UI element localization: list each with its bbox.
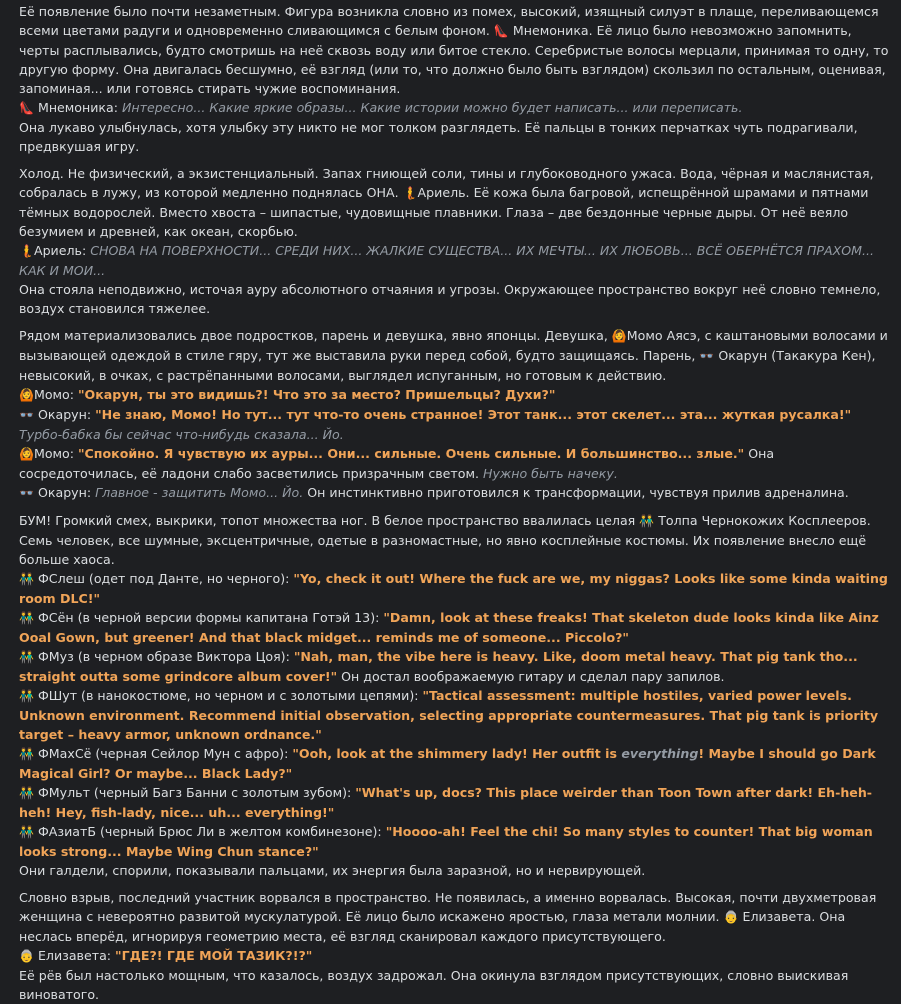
emoji-icon: 🧜 — [402, 186, 418, 200]
message-line — [19, 483, 889, 503]
narration-text: Ариель: — [33, 243, 91, 258]
narration-text: Её появление было почти незаметным. Фигура возникла словно из помех, высокий, изящный силуэт в плаще, переливающемся всеми цветами радуги и одновременно сливающимся с белым фоном. — [19, 4, 879, 38]
message-group — [19, 326, 889, 503]
emoji-icon: 👬 — [19, 650, 34, 664]
narration-text: Окарун (Такакура Кен), невысокий, в очках, с растрёпанными волосами, выглядел испуганным, но готовым к действию. — [19, 348, 876, 383]
message-line — [19, 118, 889, 156]
message-line — [19, 444, 889, 483]
quoted-speech: "Nah, man, the vibe here is heavy. Like, doom metal heavy. That pig tank tho... straight outta some grindcore album cover!" — [19, 649, 858, 684]
narration-text: ФСён (в черной версии формы капитана Готэй 13): — [33, 610, 384, 625]
narration-text: ФМуз (в черном образе Виктора Цоя): — [33, 649, 294, 664]
quoted-speech: "What's up, docs? This place weirder than Toon Town after dark! Eh-heh-heh! Hey, fish-lady, nice... uh... everything!" — [19, 785, 873, 820]
message-line — [19, 2, 889, 98]
message-line — [19, 946, 889, 966]
emoji-icon: 👬 — [19, 689, 34, 703]
message-line — [19, 511, 889, 569]
narration-text: Окарун: — [33, 485, 96, 500]
thought-text: СНОВА НА ПОВЕРХНОСТИ... СРЕДИ НИХ... ЖАЛКИЕ СУЩЕСТВА... ИХ МЕЧТЫ... ИХ ЛЮБОВЬ... ВСЁ ОБЕРНЁТСЯ ПРАХОМ... КАК И МОИ... — [19, 243, 875, 278]
message-line — [19, 966, 889, 1004]
narration-text: ФМульт (черный Багз Банни с золотым зубом): — [33, 785, 356, 800]
emoji-icon: 👓 — [19, 408, 34, 422]
emoji-icon: 🧜 — [19, 244, 34, 258]
thought-text: Нужно быть начеку. — [482, 466, 618, 481]
quoted-speech: "ГДЕ?! ГДЕ МОЙ ТАЗИК?!?" — [115, 948, 313, 963]
message-line — [19, 861, 889, 880]
message-group — [19, 164, 889, 318]
narration-text: Они галдели, спорили, показывали пальцами, их энергия была заразной, но и нервирующей. — [19, 863, 646, 878]
narration-text: Он достал воображаемую гитару и сделал пару запилов. — [337, 669, 725, 684]
message-line — [19, 405, 889, 444]
narration-text: ФАзиатБ (черный Брюс Ли в желтом комбинезоне): — [33, 824, 386, 839]
narration-text: Толпа Чернокожих Косплееров. Семь человек, все шумные, эксцентричные, одетые в разномастные, но явно косплейные костюмы. Их появление внесло ещё больше хаоса. — [19, 513, 871, 567]
narration-text: Он инстинктивно приготовился к трансформации, чувствуя прилив адреналина. — [303, 485, 849, 500]
emoji-icon: 👵 — [19, 949, 34, 963]
narration-text: Момо: — [33, 387, 78, 402]
emoji-icon: 🙆 — [611, 329, 627, 343]
narration-text: Она стояла неподвижно, источая ауру абсолютного отчаяния и угрозы. Окружающее пространство вокруг неё словно темнело, воздух становился тяжелее. — [19, 282, 881, 316]
narration-text: Окарун: — [33, 407, 96, 422]
emoji-icon: 👬 — [19, 747, 34, 761]
emoji-icon: 👓 — [699, 349, 715, 363]
emoji-icon: 👠 — [19, 101, 34, 115]
emoji-icon: 👬 — [19, 611, 34, 625]
emoji-icon: 👬 — [19, 572, 34, 586]
narration-text: БУМ! Громкий смех, выкрики, топот множества ног. В белое пространство ввалилась целая — [19, 513, 640, 528]
emoji-icon: 👵 — [723, 910, 739, 924]
narration-text: Словно взрыв, последний участник ворвался в пространство. Не появилась, а именно ворвалась. Высокая, почти двухметровая женщина с невероятно развитой мускулатурой. Её лицо было искажено яростью, глаза метали молнии. — [19, 890, 877, 924]
narration-text: Елизавета: — [33, 948, 116, 963]
message-group — [19, 888, 889, 1004]
narration-text: ФСлеш (одет под Данте, но черного): — [33, 571, 294, 586]
quoted-speech: "Окарун, ты это видишь?! Что это за место? Пришельцы? Духи?" — [77, 387, 556, 402]
narration-text: Холод. Не физический, а экзистенциальный. Запах гниющей соли, тины и глубоководного ужаса. Вода, чёрная и маслянистая, собралась в лужу, из которой медленно поднялась ОНА. — [19, 166, 874, 200]
narration-text: Момо: — [33, 446, 78, 461]
message-line — [19, 822, 889, 861]
quoted-speech: "Yo, check it out! Where the fuck are we, my niggas? Looks like some kinda waiting room DLC!" — [19, 571, 888, 606]
message-group — [19, 511, 889, 880]
emoji-icon: 👬 — [19, 786, 34, 800]
emoji-icon: 👬 — [639, 514, 655, 528]
narration-text: Елизавета. Она неслась вперёд, игнорируя геометрию места, её взгляд сканировал каждого присутствующего. — [19, 909, 846, 944]
quoted-speech: "Damn, look at these freaks! That skeleton dude looks kinda like Ainz Ooal Gown, but greener! And that black midget... reminds me of someone... Piccolo?" — [19, 610, 879, 645]
narration-text: Она лукаво улыбнулась, хотя улыбку эту никто не мог толком разглядеть. Её пальцы в тонких перчатках чуть подрагивали, предвкушая игру. — [19, 120, 858, 154]
message-line — [19, 280, 889, 318]
message-line — [19, 608, 889, 647]
narration-text: ФШут (в нанокостюме, но черном и с золотыми цепями): — [33, 688, 423, 703]
message-line — [19, 888, 889, 946]
narration-text: Момо Аясэ, с каштановыми волосами и вызывающей одеждой в стиле гяру, тут же выставила руки перед собой, будто защищаясь. Парень, — [19, 328, 888, 363]
message-line — [19, 569, 889, 608]
message-line — [19, 744, 889, 783]
message-line — [19, 686, 889, 744]
thought-text: Главное - защитить Момо... Йо. — [95, 485, 304, 500]
quoted-speech: everything — [621, 746, 699, 761]
quoted-speech: "Hoooo-ah! Feel the chi! So many styles to counter! That big woman looks strong... Maybe Wing Chun stance?" — [19, 824, 873, 859]
narration-text: Ариель. Её кожа была багровой, испещрённой шрамами и пятнами тёмных водорослей. Вместо хвоста – шипастые, чудовищные плавники. Глаза – две бездонные черные дыры. От неё веяло безумием и древней, как океан, скорбью. — [19, 185, 869, 239]
message-line — [19, 647, 889, 686]
message-line — [19, 783, 889, 822]
quoted-speech: "Не знаю, Момо! Но тут... тут что-то очень странное! Этот танк... этот скелет... эта... жуткая русалка!" — [95, 407, 852, 422]
thought-text: Интересно... Какие яркие образы... Какие истории можно будет написать... или переписать. — [122, 100, 743, 115]
message-line — [19, 326, 889, 385]
narration-text: Мнемоника: — [33, 100, 122, 115]
narration-text: ФМахСё (черная Сейлор Мун с афро): — [33, 746, 293, 761]
quoted-speech: "Ooh, look at the shimmery lady! Her outfit is — [292, 746, 622, 761]
quoted-speech: "Tactical assessment: multiple hostiles, varied power levels. Unknown environment. Recommend initial observation, selecting appropriate countermeasures. That pig tank is priority target – heavy armor, unknown ordnance." — [19, 688, 879, 742]
message-line — [19, 164, 889, 241]
thought-text: Турбо-бабка бы сейчас что-нибудь сказала... Йо. — [19, 427, 344, 442]
emoji-icon: 🙆 — [19, 388, 34, 402]
message-line — [19, 98, 889, 118]
emoji-icon: 👓 — [19, 486, 34, 500]
quoted-speech: ! Maybe I should go Dark Magical Girl? Or maybe... Black Lady?" — [19, 746, 876, 781]
narration-text: Рядом материализовались двое подростков, парень и девушка, явно японцы. Девушка, — [19, 328, 612, 343]
message-line — [19, 385, 889, 405]
message-line — [19, 241, 889, 280]
narration-text: Мнемоника. Её лицо было невозможно запомнить, черты расплывались, будто смотришь на неё сквозь воду или битое стекло. Серебристые волосы мерцали, принимая то одну, то другую форму. Она двигалась бесшумно, её взгляд (или то, что должно было быть взглядом) скользил по остальным, оценивая, запоминая... или готовясь стирать чужие воспоминания. — [19, 23, 889, 96]
narration-text: Её рёв был настолько мощным, что казалось, воздух задрожал. Она окинула взглядом присутствующих, словно выискивая виноватого. — [19, 968, 849, 1002]
emoji-icon: 👬 — [19, 825, 34, 839]
emoji-icon: 🙆 — [19, 447, 34, 461]
emoji-icon: 👠 — [493, 24, 509, 38]
message-group — [19, 2, 889, 156]
quoted-speech: "Спокойно. Я чувствую их ауры... Они... сильные. Очень сильные. И большинство... злые." — [77, 446, 745, 461]
narration-text: Она сосредоточилась, её ладони слабо засветились призрачным светом. — [19, 446, 775, 481]
